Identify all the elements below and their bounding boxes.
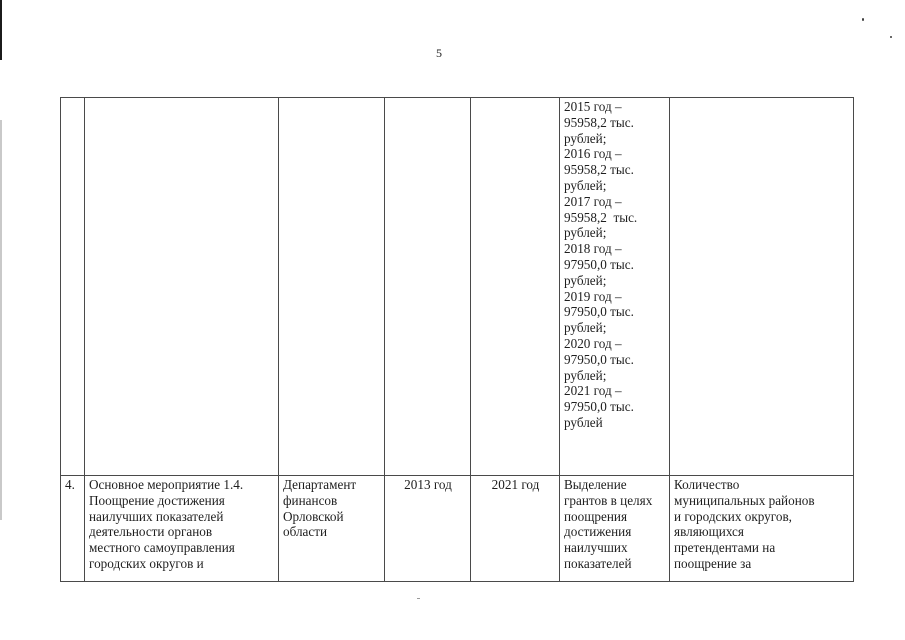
funding-line: 97950,0 тыс. xyxy=(564,256,634,272)
indicator-line: муниципальных районов xyxy=(674,492,815,508)
end-year: 2021 год xyxy=(471,476,560,582)
funding-line: рублей; xyxy=(564,130,607,146)
indicator-line: Количество xyxy=(674,477,740,492)
cell-indicator xyxy=(670,98,854,476)
scan-left-edge xyxy=(0,0,2,640)
table-row-continuation xyxy=(61,98,854,476)
result-line: поощрения xyxy=(564,508,628,524)
result-line: достижения xyxy=(564,524,632,540)
funding-line: 2016 год – xyxy=(564,146,622,162)
result-line: наилучших xyxy=(564,540,628,556)
funding-line: 2017 год – xyxy=(564,193,622,209)
scan-speck xyxy=(862,18,864,21)
executor-line: области xyxy=(283,524,328,540)
cell-end-year xyxy=(471,98,560,476)
page-number: 5 xyxy=(436,46,442,60)
result-line: Выделение xyxy=(564,477,627,492)
indicator-line: и городских округов, xyxy=(674,508,792,524)
executor-name xyxy=(279,476,385,582)
program-activities-table xyxy=(60,97,854,582)
indicator-line: поощрение за xyxy=(674,555,752,571)
executor-line: финансов xyxy=(283,492,338,508)
table-row-4 xyxy=(61,476,854,582)
cell-number xyxy=(61,98,85,476)
funding-line: 95958,2 тыс. xyxy=(564,209,638,225)
funding-line: 97950,0 тыс. xyxy=(564,399,634,415)
funding-line: 97950,0 тыс. xyxy=(564,304,634,320)
measure-line: Поощрение достижения xyxy=(89,492,225,508)
expected-result xyxy=(560,476,670,582)
measure-line: Основное мероприятие 1.4. xyxy=(89,477,244,492)
funding-line: рублей; xyxy=(564,177,607,193)
cell-funding xyxy=(560,98,670,476)
funding-line: 2021 год – xyxy=(564,383,622,399)
funding-line: рублей; xyxy=(564,367,607,383)
executor-line: Департамент xyxy=(283,477,357,492)
measure-line: наилучших показателей xyxy=(89,508,224,524)
result-line: грантов в целях xyxy=(564,492,653,508)
indicator-line: являющихся xyxy=(674,524,744,540)
measure-title xyxy=(85,476,279,582)
funding-line: 97950,0 тыс. xyxy=(564,351,634,367)
funding-line: рублей; xyxy=(564,272,607,288)
cell-start-year xyxy=(385,98,471,476)
funding-line: 95958,2 тыс. xyxy=(564,162,634,178)
start-year: 2013 год xyxy=(385,476,471,582)
funding-line: рублей; xyxy=(564,320,607,336)
row-number: 4. xyxy=(61,476,85,582)
funding-line: 2019 год – xyxy=(564,288,622,304)
program-table-wrapper xyxy=(60,97,854,582)
cell-measure xyxy=(85,98,279,476)
indicator-line: претендентами на xyxy=(674,540,776,556)
funding-line: рублей xyxy=(564,414,603,430)
measure-line: местного самоуправления xyxy=(89,540,235,556)
scan-speck xyxy=(890,36,892,38)
executor-line: Орловской xyxy=(283,508,344,524)
measure-line: городских округов и xyxy=(89,555,204,571)
cell-executor xyxy=(279,98,385,476)
scan-mark xyxy=(417,598,420,599)
funding-line: 2015 год – xyxy=(564,99,622,114)
funding-line: 2020 год – xyxy=(564,335,622,351)
funding-line: 95958,2 тыс. xyxy=(564,114,634,130)
measure-line: деятельности органов xyxy=(89,524,213,540)
funding-line: рублей; xyxy=(564,225,607,241)
funding-line: 2018 год – xyxy=(564,241,622,257)
indicator-description xyxy=(670,476,854,582)
result-line: показателей xyxy=(564,555,632,571)
